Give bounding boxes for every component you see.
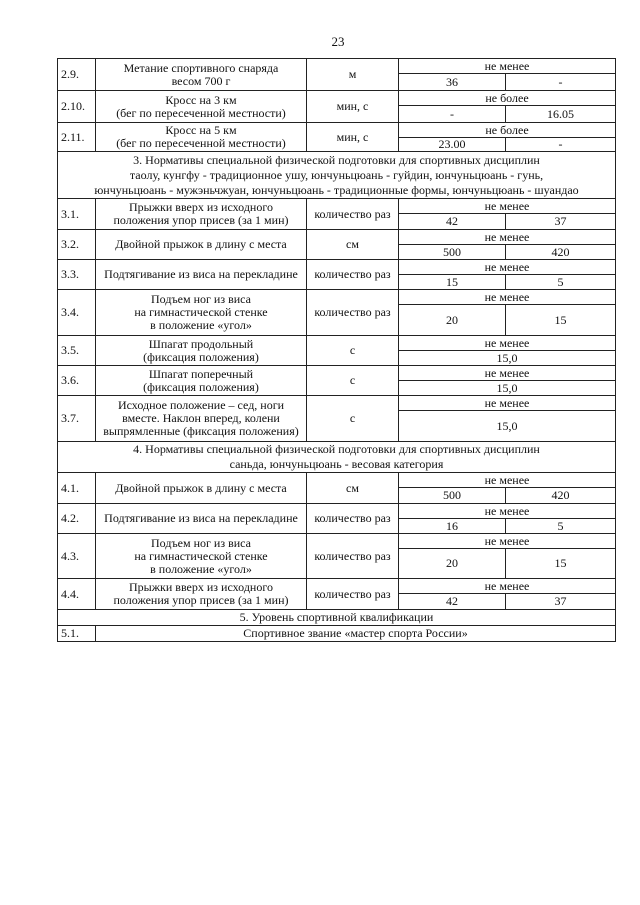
value-male: 42 <box>399 594 506 610</box>
value-female: - <box>506 74 616 91</box>
exercise-name: Кросс на 3 км (бег по пересеченной местности) <box>96 91 307 123</box>
condition: не более <box>399 91 616 106</box>
table-row <box>58 199 616 214</box>
table-row <box>58 260 616 275</box>
table-row <box>58 366 616 381</box>
value-female: 420 <box>506 245 616 260</box>
table-row <box>58 123 616 138</box>
value-female: 420 <box>506 488 616 504</box>
row-number: 2.10. <box>58 91 96 123</box>
exercise-name: Двойной прыжок в длину с места <box>96 230 307 260</box>
row-number: 3.5. <box>58 336 96 366</box>
row-number: 4.2. <box>58 504 96 534</box>
condition: не менее <box>399 290 616 305</box>
condition: не менее <box>399 579 616 594</box>
exercise-name: Метание спортивного снаряда весом 700 г <box>96 59 307 91</box>
value-male: 15 <box>399 275 506 290</box>
section-row <box>58 610 616 626</box>
value-male: 36 <box>399 74 506 91</box>
value: 15,0 <box>399 411 616 442</box>
unit: м <box>307 59 399 91</box>
exercise-name: Кросс на 5 км (бег по пересеченной местности) <box>96 123 307 152</box>
value-female: 37 <box>506 594 616 610</box>
unit: количество раз <box>307 199 399 230</box>
exercise-name: Прыжки вверх из исходного положения упор присев (за 1 мин) <box>96 199 307 230</box>
section-heading: 5. Уровень спортивной квалификации <box>58 610 616 626</box>
row-number: 2.11. <box>58 123 96 152</box>
condition: не менее <box>399 230 616 245</box>
row-number: 4.3. <box>58 534 96 579</box>
row-number: 5.1. <box>58 626 96 642</box>
value-male: 500 <box>399 245 506 260</box>
condition: не менее <box>399 59 616 74</box>
value-male: 20 <box>399 549 506 579</box>
value-female: 5 <box>506 275 616 290</box>
value: 15,0 <box>399 381 616 396</box>
unit: с <box>307 366 399 396</box>
value-female: 37 <box>506 214 616 230</box>
unit: мин, с <box>307 123 399 152</box>
condition: не менее <box>399 504 616 519</box>
exercise-name: Исходное положение – сед, ноги вместе. Наклон вперед, колени выпрямленные (фиксация положения) <box>96 396 307 442</box>
section-row <box>58 152 616 199</box>
value-male: 500 <box>399 488 506 504</box>
table-row <box>58 579 616 594</box>
row-number: 2.9. <box>58 59 96 91</box>
value-male: 16 <box>399 519 506 534</box>
exercise-name: Шпагат поперечный (фиксация положения) <box>96 366 307 396</box>
row-text: Спортивное звание «мастер спорта России» <box>96 626 616 642</box>
unit: количество раз <box>307 260 399 290</box>
row-number: 3.2. <box>58 230 96 260</box>
section-row <box>58 442 616 473</box>
table-row <box>58 91 616 106</box>
section-heading: 4. Нормативы специальной физической подготовки для спортивных дисциплин саньда, юнчуньцюань - весовая категория <box>58 442 616 473</box>
unit: количество раз <box>307 579 399 610</box>
unit: мин, с <box>307 91 399 123</box>
table-row <box>58 59 616 74</box>
exercise-name: Подтягивание из виса на перекладине <box>96 504 307 534</box>
condition: не менее <box>399 199 616 214</box>
page-number: 23 <box>331 34 345 49</box>
standards-table <box>57 58 616 642</box>
value-female: 16.05 <box>506 106 616 123</box>
unit: с <box>307 396 399 442</box>
row-number: 3.3. <box>58 260 96 290</box>
value-female: 15 <box>506 549 616 579</box>
exercise-name: Подтягивание из виса на перекладине <box>96 260 307 290</box>
table-row <box>58 534 616 549</box>
condition: не менее <box>399 336 616 351</box>
row-number: 3.7. <box>58 396 96 442</box>
section-heading: 3. Нормативы специальной физической подготовки для спортивных дисциплин таолу, кунгфу - традиционное ушу, юнчуньцюань - гуйдин, юнчуньцюань - гунь, юнчуньцюань - мужэньчжуан, юнчуньцюань - традиционные формы, юнчуньцюань - шуандао <box>58 152 616 199</box>
value-male: - <box>399 106 506 123</box>
value-female: - <box>506 138 616 152</box>
exercise-name: Шпагат продольный (фиксация положения) <box>96 336 307 366</box>
row-number: 3.4. <box>58 290 96 336</box>
exercise-name: Прыжки вверх из исходного положения упор присев (за 1 мин) <box>96 579 307 610</box>
exercise-name: Двойной прыжок в длину с места <box>96 473 307 504</box>
unit: количество раз <box>307 290 399 336</box>
row-number: 3.6. <box>58 366 96 396</box>
unit: количество раз <box>307 534 399 579</box>
row-number: 4.4. <box>58 579 96 610</box>
row-number: 3.1. <box>58 199 96 230</box>
unit: см <box>307 230 399 260</box>
table-row <box>58 504 616 519</box>
table-row <box>58 230 616 245</box>
value-male: 23.00 <box>399 138 506 152</box>
condition: не более <box>399 123 616 138</box>
exercise-name: Подъем ног из виса на гимнастической стенке в положение «угол» <box>96 534 307 579</box>
table-row <box>58 290 616 305</box>
row-number: 4.1. <box>58 473 96 504</box>
table-row <box>58 626 616 642</box>
table-row <box>58 396 616 411</box>
value-female: 5 <box>506 519 616 534</box>
condition: не менее <box>399 396 616 411</box>
condition: не менее <box>399 534 616 549</box>
value-male: 20 <box>399 305 506 336</box>
table-row <box>58 336 616 351</box>
value: 15,0 <box>399 351 616 366</box>
table-row <box>58 473 616 488</box>
condition: не менее <box>399 366 616 381</box>
condition: не менее <box>399 260 616 275</box>
unit: количество раз <box>307 504 399 534</box>
unit: см <box>307 473 399 504</box>
value-female: 15 <box>506 305 616 336</box>
unit: с <box>307 336 399 366</box>
condition: не менее <box>399 473 616 488</box>
exercise-name: Подъем ног из виса на гимнастической стенке в положение «угол» <box>96 290 307 336</box>
value-male: 42 <box>399 214 506 230</box>
